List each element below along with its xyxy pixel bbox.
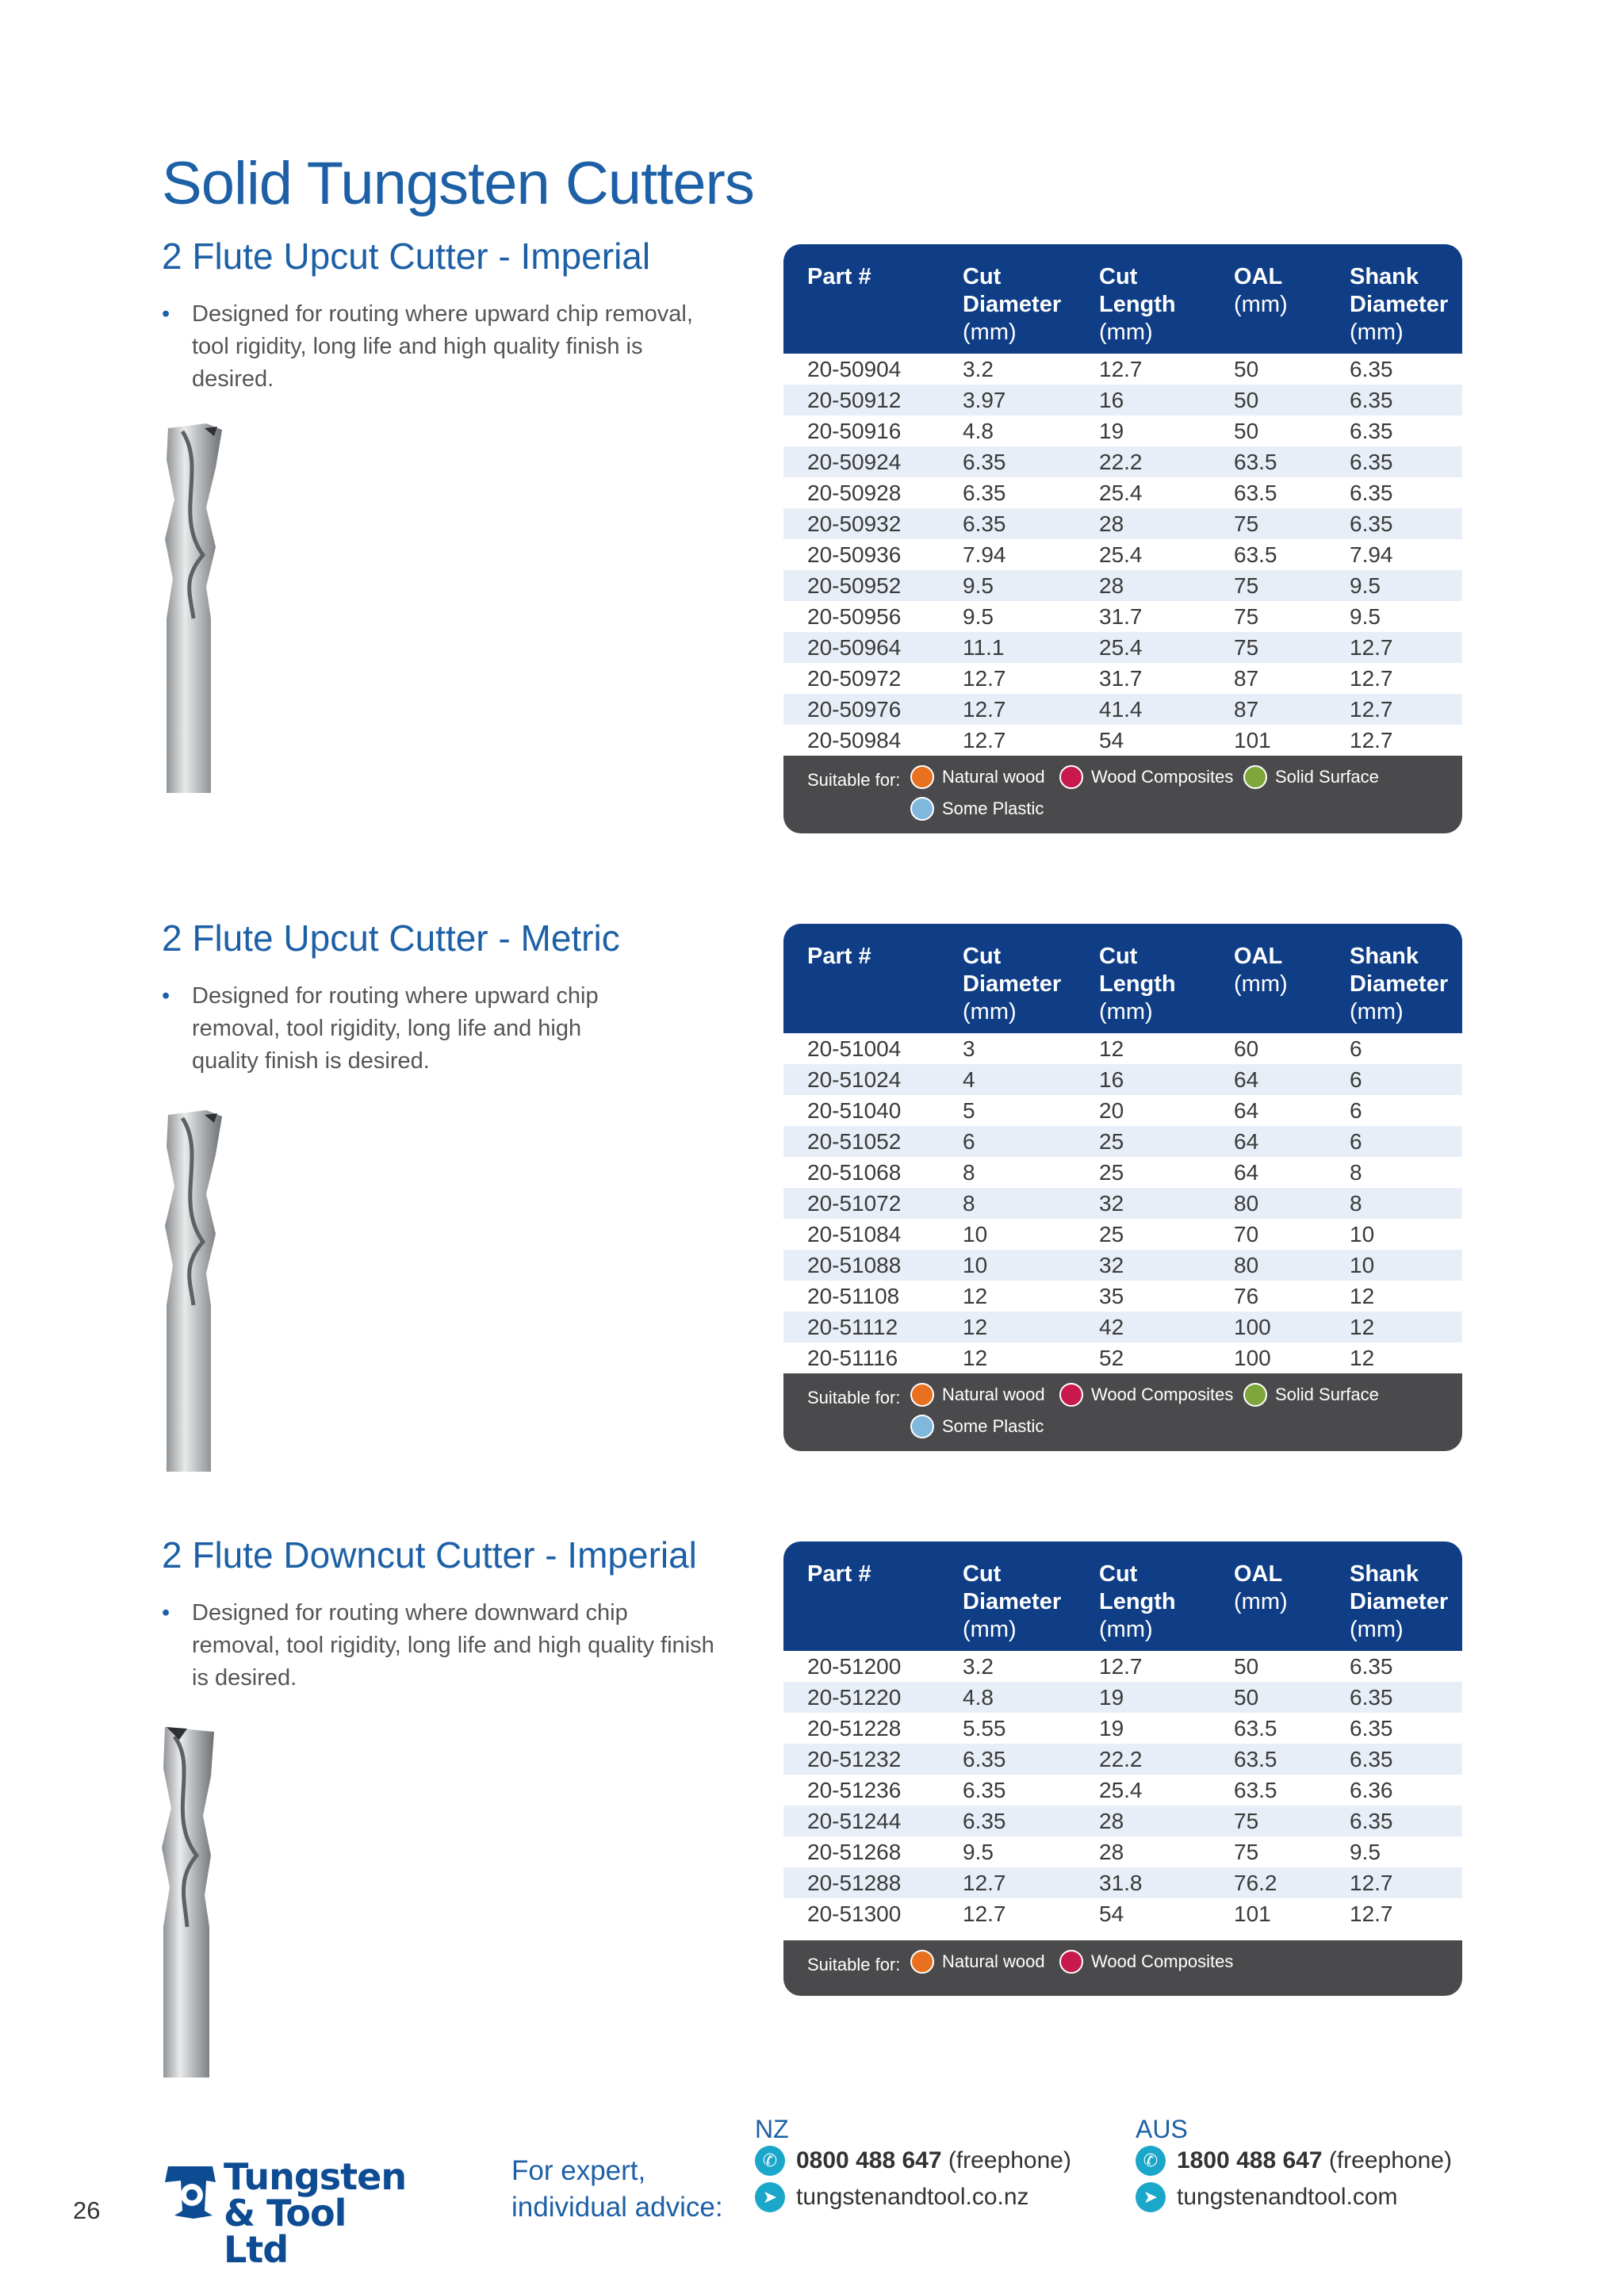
part-number-cell: 20-51088 xyxy=(807,1253,902,1277)
cut-length-cell: 31.7 xyxy=(1099,666,1143,691)
oal-cell: 63.5 xyxy=(1234,1716,1277,1741)
oal-cell: 63.5 xyxy=(1234,1778,1277,1802)
part-number-cell: 20-50976 xyxy=(807,697,902,722)
cut-diameter-cell: 6 xyxy=(963,1129,975,1154)
shank-diameter-cell: 12.7 xyxy=(1350,1871,1393,1895)
table-row xyxy=(783,446,1462,477)
natural-wood-dot-icon xyxy=(910,1383,934,1407)
shank-diameter-cell: 9.5 xyxy=(1350,604,1381,629)
table-row xyxy=(783,1682,1462,1713)
cut-diameter-cell: 4 xyxy=(963,1067,975,1092)
shank-diameter-cell: 6.35 xyxy=(1350,1716,1393,1741)
cut-length-cell: 54 xyxy=(1099,1901,1124,1926)
oal-cell: 75 xyxy=(1234,635,1259,660)
oal-cell: 50 xyxy=(1234,1654,1259,1679)
part-number-cell: 20-51108 xyxy=(807,1284,900,1308)
table-row xyxy=(783,601,1462,632)
material-some-plastic: Some Plastic xyxy=(910,1415,1044,1438)
oal-cell: 64 xyxy=(1234,1160,1259,1185)
shank-diameter-cell: 6.35 xyxy=(1350,388,1393,412)
cut-length-cell: 28 xyxy=(1099,1809,1124,1833)
cut-length-cell: 35 xyxy=(1099,1284,1124,1308)
material-wood-composites: Wood Composites xyxy=(1059,1950,1233,1974)
shank-diameter-cell: 10 xyxy=(1350,1222,1375,1247)
part-number-cell: 20-51052 xyxy=(807,1129,902,1154)
shank-diameter-cell: 6.35 xyxy=(1350,450,1393,474)
cut-diameter-cell: 6.35 xyxy=(963,1809,1006,1833)
cut-diameter-cell: 12.7 xyxy=(963,1901,1006,1926)
cut-length-cell: 19 xyxy=(1099,1716,1124,1741)
table-row xyxy=(783,1836,1462,1867)
wood-composites-dot-icon xyxy=(1059,1383,1083,1407)
table-row xyxy=(783,1867,1462,1898)
oal-cell: 63.5 xyxy=(1234,450,1277,474)
cut-length-cell: 31.8 xyxy=(1099,1871,1143,1895)
part-number-cell: 20-50964 xyxy=(807,635,902,660)
shank-diameter-cell: 12.7 xyxy=(1350,728,1393,753)
table-row xyxy=(783,1744,1462,1775)
cut-length-cell: 52 xyxy=(1099,1346,1124,1370)
oal-cell: 50 xyxy=(1234,419,1259,443)
shank-diameter-cell: 12 xyxy=(1350,1346,1375,1370)
shank-diameter-cell: 8 xyxy=(1350,1160,1362,1185)
table-body xyxy=(783,354,1462,756)
part-number-cell: 20-50904 xyxy=(807,357,902,381)
part-number-cell: 20-51068 xyxy=(807,1160,902,1185)
shank-diameter-cell: 12.7 xyxy=(1350,697,1393,722)
cut-diameter-cell: 8 xyxy=(963,1160,975,1185)
table-row xyxy=(783,663,1462,694)
shank-diameter-cell: 12.7 xyxy=(1350,666,1393,691)
shank-diameter-cell: 6.35 xyxy=(1350,357,1393,381)
table-row xyxy=(783,539,1462,570)
suitable-label: Suitable for: xyxy=(807,770,901,790)
spec-table-upcut-imperial xyxy=(783,244,1462,833)
cut-length-cell: 54 xyxy=(1099,728,1124,753)
oal-cell: 76 xyxy=(1234,1284,1259,1308)
oal-cell: 64 xyxy=(1234,1067,1259,1092)
part-number-cell: 20-51116 xyxy=(807,1346,898,1370)
shank-diameter-cell: 6.35 xyxy=(1350,1747,1393,1771)
cut-diameter-cell: 10 xyxy=(963,1222,988,1247)
suitable-for-band xyxy=(783,1373,1462,1451)
shank-diameter-cell: 8 xyxy=(1350,1191,1362,1216)
cut-diameter-cell: 12.7 xyxy=(963,697,1006,722)
table-row xyxy=(783,1064,1462,1095)
col-cut-length: Cut Length (mm) xyxy=(1099,1561,1176,1642)
cut-length-cell: 22.2 xyxy=(1099,1747,1143,1771)
shank-diameter-cell: 12.7 xyxy=(1350,635,1393,660)
part-number-cell: 20-50952 xyxy=(807,573,902,598)
spec-table-upcut-metric xyxy=(783,924,1462,1451)
section-title: 2 Flute Upcut Cutter - Metric xyxy=(162,917,620,959)
cut-length-cell: 25.4 xyxy=(1099,542,1143,567)
section-title: 2 Flute Upcut Cutter - Imperial xyxy=(162,236,651,277)
col-part: Part # xyxy=(807,1561,871,1587)
upcut-cutter-image xyxy=(159,1107,230,1472)
col-part: Part # xyxy=(807,264,871,289)
col-shank-diameter: Shank Diameter (mm) xyxy=(1350,1561,1449,1642)
table-body xyxy=(783,1651,1462,1929)
shank-diameter-cell: 6.35 xyxy=(1350,511,1393,536)
part-number-cell: 20-50912 xyxy=(807,388,902,412)
cut-length-cell: 19 xyxy=(1099,1685,1124,1710)
cut-diameter-cell: 6.35 xyxy=(963,481,1006,505)
cut-diameter-cell: 6.35 xyxy=(963,450,1006,474)
part-number-cell: 20-51200 xyxy=(807,1654,902,1679)
cut-length-cell: 19 xyxy=(1099,419,1124,443)
oal-cell: 75 xyxy=(1234,573,1259,598)
table-row xyxy=(783,725,1462,756)
part-number-cell: 20-51232 xyxy=(807,1747,902,1771)
table-header xyxy=(783,1541,1462,1651)
table-header xyxy=(783,924,1462,1033)
nz-website-link[interactable]: ➤ tungstenandtool.co.nz xyxy=(755,2182,1029,2212)
part-number-cell: 20-51084 xyxy=(807,1222,902,1247)
oal-cell: 87 xyxy=(1234,666,1259,691)
oal-cell: 100 xyxy=(1234,1346,1271,1370)
oal-cell: 70 xyxy=(1234,1222,1259,1247)
oal-cell: 75 xyxy=(1234,1840,1259,1864)
cut-length-cell: 31.7 xyxy=(1099,604,1143,629)
part-number-cell: 20-51040 xyxy=(807,1098,902,1123)
cut-length-cell: 32 xyxy=(1099,1191,1124,1216)
table-row xyxy=(783,632,1462,663)
cut-diameter-cell: 10 xyxy=(963,1253,988,1277)
shank-diameter-cell: 6 xyxy=(1350,1129,1362,1154)
material-solid-surface: Solid Surface xyxy=(1243,1383,1379,1407)
cut-length-cell: 12 xyxy=(1099,1036,1124,1061)
cut-diameter-cell: 5.55 xyxy=(963,1716,1006,1741)
suitable-label: Suitable for: xyxy=(807,1955,901,1974)
table-row xyxy=(783,694,1462,725)
oal-cell: 50 xyxy=(1234,357,1259,381)
part-number-cell: 20-51228 xyxy=(807,1716,902,1741)
shank-diameter-cell: 12.7 xyxy=(1350,1901,1393,1926)
part-number-cell: 20-51072 xyxy=(807,1191,902,1216)
table-row xyxy=(783,1806,1462,1836)
page-number: 26 xyxy=(73,2196,101,2224)
part-number-cell: 20-50916 xyxy=(807,419,902,443)
advice-text: For expert, individual advice: xyxy=(511,2155,723,2223)
table-row xyxy=(783,1188,1462,1219)
material-natural-wood: Natural wood xyxy=(910,1383,1045,1407)
aus-phone[interactable]: ✆ 1800 488 647 (freephone) xyxy=(1136,2146,1452,2176)
cut-length-cell: 16 xyxy=(1099,388,1124,412)
spec-table-downcut-imperial xyxy=(783,1541,1462,1996)
part-number-cell: 20-51004 xyxy=(807,1036,902,1061)
col-cut-length: Cut Length (mm) xyxy=(1099,944,1176,1024)
col-shank-diameter: Shank Diameter (mm) xyxy=(1350,944,1449,1024)
cut-diameter-cell: 12 xyxy=(963,1284,988,1308)
shank-diameter-cell: 6.35 xyxy=(1350,419,1393,443)
part-number-cell: 20-51236 xyxy=(807,1778,902,1802)
some-plastic-dot-icon xyxy=(910,797,934,821)
table-header xyxy=(783,244,1462,354)
table-row xyxy=(783,1312,1462,1342)
shank-diameter-cell: 9.5 xyxy=(1350,1840,1381,1864)
web-arrow-icon: ➤ xyxy=(755,2182,785,2212)
logo-text: Tungsten & Tool Ltd xyxy=(224,2155,407,2271)
cut-diameter-cell: 3.97 xyxy=(963,388,1006,412)
shank-diameter-cell: 12 xyxy=(1350,1284,1375,1308)
cut-length-cell: 20 xyxy=(1099,1098,1124,1123)
cut-length-cell: 28 xyxy=(1099,1840,1124,1864)
table-row xyxy=(783,1651,1462,1682)
section-description: • Designed for routing where upward chip removal, tool rigidity, long life and high quality finish is desired. xyxy=(162,980,636,1078)
cut-diameter-cell: 6.35 xyxy=(963,1747,1006,1771)
shank-diameter-cell: 6.35 xyxy=(1350,1654,1393,1679)
suitable-for-band xyxy=(783,1940,1462,1996)
material-natural-wood: Natural wood xyxy=(910,1950,1045,1974)
table-body xyxy=(783,1033,1462,1373)
phone-icon: ✆ xyxy=(755,2146,785,2176)
part-number-cell: 20-51220 xyxy=(807,1685,902,1710)
section-description: • Designed for routing where downward chip removal, tool rigidity, long life and high quality finish is desired. xyxy=(162,1597,715,1695)
cut-diameter-cell: 11.1 xyxy=(963,635,1005,660)
cut-diameter-cell: 3.2 xyxy=(963,357,994,381)
shank-diameter-cell: 10 xyxy=(1350,1253,1375,1277)
cut-diameter-cell: 12 xyxy=(963,1315,988,1339)
shank-diameter-cell: 6 xyxy=(1350,1036,1362,1061)
table-row xyxy=(783,416,1462,446)
oal-cell: 63.5 xyxy=(1234,1747,1277,1771)
oal-cell: 50 xyxy=(1234,1685,1259,1710)
some-plastic-dot-icon xyxy=(910,1415,934,1438)
material-wood-composites: Wood Composites xyxy=(1059,1383,1233,1407)
material-wood-composites: Wood Composites xyxy=(1059,765,1233,789)
aus-website-link[interactable]: ➤ tungstenandtool.com xyxy=(1136,2182,1398,2212)
oal-cell: 75 xyxy=(1234,511,1259,536)
cut-diameter-cell: 8 xyxy=(963,1191,975,1216)
shank-diameter-cell: 7.94 xyxy=(1350,542,1393,567)
shank-diameter-cell: 6 xyxy=(1350,1067,1362,1092)
table-row xyxy=(783,508,1462,539)
cut-length-cell: 41.4 xyxy=(1099,697,1143,722)
page-title: Solid Tungsten Cutters xyxy=(162,150,754,217)
cut-length-cell: 16 xyxy=(1099,1067,1124,1092)
part-number-cell: 20-51300 xyxy=(807,1901,902,1926)
section-description: • Designed for routing where upward chip removal, tool rigidity, long life and high quality finish is desired. xyxy=(162,298,715,396)
part-number-cell: 20-51268 xyxy=(807,1840,902,1864)
table-row xyxy=(783,1342,1462,1373)
cut-length-cell: 12.7 xyxy=(1099,357,1143,381)
cut-diameter-cell: 12 xyxy=(963,1346,988,1370)
oal-cell: 80 xyxy=(1234,1253,1259,1277)
shank-diameter-cell: 6 xyxy=(1350,1098,1362,1123)
part-number-cell: 20-50972 xyxy=(807,666,902,691)
oal-cell: 64 xyxy=(1234,1129,1259,1154)
suitable-label: Suitable for: xyxy=(807,1388,901,1407)
cut-length-cell: 25.4 xyxy=(1099,1778,1143,1802)
shank-diameter-cell: 12 xyxy=(1350,1315,1375,1339)
oal-cell: 60 xyxy=(1234,1036,1259,1061)
cut-length-cell: 28 xyxy=(1099,573,1124,598)
cut-length-cell: 32 xyxy=(1099,1253,1124,1277)
cut-length-cell: 22.2 xyxy=(1099,450,1143,474)
part-number-cell: 20-50924 xyxy=(807,450,902,474)
table-row xyxy=(783,1126,1462,1157)
part-number-cell: 20-50984 xyxy=(807,728,902,753)
cut-length-cell: 25 xyxy=(1099,1222,1124,1247)
solid-surface-dot-icon xyxy=(1243,765,1267,789)
nz-label: NZ xyxy=(755,2115,789,2143)
col-oal: OAL (mm) xyxy=(1234,264,1288,317)
oal-cell: 75 xyxy=(1234,1809,1259,1833)
material-some-plastic: Some Plastic xyxy=(910,797,1044,821)
cut-diameter-cell: 12.7 xyxy=(963,1871,1006,1895)
shank-diameter-cell: 6.35 xyxy=(1350,1809,1393,1833)
shank-diameter-cell: 6.35 xyxy=(1350,1685,1393,1710)
cut-length-cell: 42 xyxy=(1099,1315,1124,1339)
oal-cell: 63.5 xyxy=(1234,481,1277,505)
material-solid-surface: Solid Surface xyxy=(1243,765,1379,789)
cut-length-cell: 25 xyxy=(1099,1129,1124,1154)
part-number-cell: 20-51288 xyxy=(807,1871,902,1895)
cut-diameter-cell: 6.35 xyxy=(963,1778,1006,1802)
shank-diameter-cell: 6.35 xyxy=(1350,481,1393,505)
part-number-cell: 20-51112 xyxy=(807,1315,898,1339)
cut-diameter-cell: 4.8 xyxy=(963,1685,994,1710)
material-natural-wood: Natural wood xyxy=(910,765,1045,789)
oal-cell: 75 xyxy=(1234,604,1259,629)
cut-diameter-cell: 3.2 xyxy=(963,1654,994,1679)
oal-cell: 50 xyxy=(1234,388,1259,412)
oal-cell: 100 xyxy=(1234,1315,1271,1339)
downcut-cutter-image xyxy=(159,1721,230,2078)
part-number-cell: 20-51244 xyxy=(807,1809,902,1833)
cut-diameter-cell: 5 xyxy=(963,1098,975,1123)
part-number-cell: 20-50936 xyxy=(807,542,902,567)
table-row xyxy=(783,1281,1462,1312)
cut-length-cell: 25.4 xyxy=(1099,481,1143,505)
phone-icon: ✆ xyxy=(1136,2146,1166,2176)
aus-label: AUS xyxy=(1136,2115,1188,2143)
wood-composites-dot-icon xyxy=(1059,1950,1083,1974)
cut-diameter-cell: 9.5 xyxy=(963,573,994,598)
cut-length-cell: 25.4 xyxy=(1099,635,1143,660)
table-row xyxy=(783,354,1462,385)
col-cut-diameter: Cut Diameter (mm) xyxy=(963,944,1062,1024)
table-row xyxy=(783,477,1462,508)
table-row xyxy=(783,1713,1462,1744)
col-oal: OAL (mm) xyxy=(1234,1561,1288,1614)
cut-diameter-cell: 9.5 xyxy=(963,1840,994,1864)
table-row xyxy=(783,1095,1462,1126)
table-row xyxy=(783,1157,1462,1188)
part-number-cell: 20-50928 xyxy=(807,481,902,505)
col-part: Part # xyxy=(807,944,871,969)
oal-cell: 80 xyxy=(1234,1191,1259,1216)
table-row xyxy=(783,1219,1462,1250)
web-arrow-icon: ➤ xyxy=(1136,2182,1166,2212)
natural-wood-dot-icon xyxy=(910,765,934,789)
oal-cell: 87 xyxy=(1234,697,1259,722)
natural-wood-dot-icon xyxy=(910,1950,934,1974)
nz-phone[interactable]: ✆ 0800 488 647 (freephone) xyxy=(755,2146,1071,2176)
cut-length-cell: 25 xyxy=(1099,1160,1124,1185)
part-number-cell: 20-50956 xyxy=(807,604,902,629)
table-row xyxy=(783,1898,1462,1929)
solid-surface-dot-icon xyxy=(1243,1383,1267,1407)
cut-diameter-cell: 3 xyxy=(963,1036,975,1061)
oal-cell: 101 xyxy=(1234,728,1271,753)
oal-cell: 76.2 xyxy=(1234,1871,1277,1895)
cut-length-cell: 12.7 xyxy=(1099,1654,1143,1679)
cut-diameter-cell: 7.94 xyxy=(963,542,1006,567)
suitable-for-band xyxy=(783,756,1462,833)
cut-diameter-cell: 6.35 xyxy=(963,511,1006,536)
section-title: 2 Flute Downcut Cutter - Imperial xyxy=(162,1534,697,1576)
part-number-cell: 20-50932 xyxy=(807,511,902,536)
wood-composites-dot-icon xyxy=(1059,765,1083,789)
cut-length-cell: 28 xyxy=(1099,511,1124,536)
col-cut-diameter: Cut Diameter (mm) xyxy=(963,264,1062,345)
col-shank-diameter: Shank Diameter (mm) xyxy=(1350,264,1449,345)
table-row xyxy=(783,570,1462,601)
shank-diameter-cell: 6.36 xyxy=(1350,1778,1393,1802)
cut-diameter-cell: 12.7 xyxy=(963,666,1006,691)
cut-diameter-cell: 12.7 xyxy=(963,728,1006,753)
table-row xyxy=(783,1775,1462,1806)
col-cut-length: Cut Length (mm) xyxy=(1099,264,1176,345)
table-row xyxy=(783,385,1462,416)
cut-diameter-cell: 4.8 xyxy=(963,419,994,443)
oal-cell: 64 xyxy=(1234,1098,1259,1123)
table-row xyxy=(783,1250,1462,1281)
upcut-cutter-image xyxy=(159,420,230,793)
shank-diameter-cell: 9.5 xyxy=(1350,573,1381,598)
oal-cell: 63.5 xyxy=(1234,542,1277,567)
table-row xyxy=(783,1033,1462,1064)
col-cut-diameter: Cut Diameter (mm) xyxy=(963,1561,1062,1642)
part-number-cell: 20-51024 xyxy=(807,1067,902,1092)
oal-cell: 101 xyxy=(1234,1901,1271,1926)
col-oal: OAL (mm) xyxy=(1234,944,1288,997)
cut-diameter-cell: 9.5 xyxy=(963,604,994,629)
logo-cog-icon xyxy=(162,2163,219,2220)
